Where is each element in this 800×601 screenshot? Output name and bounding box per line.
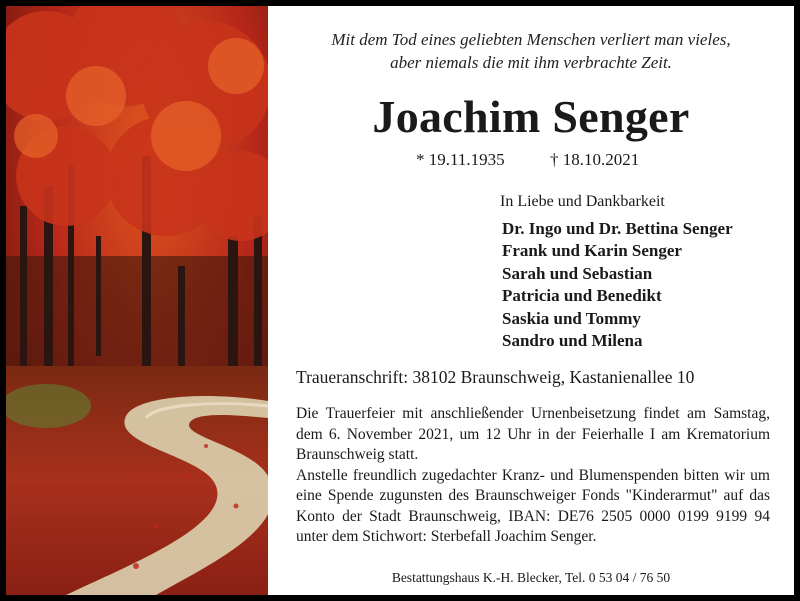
autumn-forest-path-image: [6, 6, 268, 595]
quote-line-1: Mit dem Tod eines geliebten Menschen verliert man vieles,: [331, 30, 731, 49]
notice-body: [296, 404, 770, 548]
death-date: † 18.10.2021: [550, 150, 640, 169]
donation-paragraph: Anstelle freundlich zugedachter Kranz- und Blumenspenden bitten wir um eine Spende zugunsten des Braunschweiger Fonds "Kinderarmut" auf das Konto der Stadt Braunschweig, IBAN: DE76 2505 0000 0199 9199 94 unter dem Stichwort: Sterbefall Joachim Senger.: [296, 466, 770, 545]
mourners-list: [502, 218, 733, 352]
deceased-name: Joachim Senger: [372, 91, 690, 142]
funeral-home-footer: Bestattungshaus K.-H. Blecker, Tel. 0 53 04 / 76 50: [391, 570, 671, 585]
notice-text-panel: [268, 6, 794, 595]
mourner-item: Frank und Karin Senger: [502, 241, 682, 261]
mourning-address: Traueranschrift: 38102 Braunschweig, Kastanienallee 10: [296, 367, 695, 387]
mourner-item: Patricia und Benedikt: [502, 286, 662, 306]
mourner-item: Saskia und Tommy: [502, 308, 641, 328]
mourning-intro: In Liebe und Dankbarkeit: [500, 193, 665, 210]
mourner-item: Dr. Ingo und Dr. Bettina Senger: [502, 219, 733, 238]
ceremony-paragraph: Die Trauerfeier mit anschließender Urnenbeisetzung findet am Samstag, dem 6. November 2021, um 12 Uhr in der Feierhalle I am Krematorium Braunschweig statt.: [296, 405, 770, 463]
mourner-item: Sandro und Milena: [502, 331, 643, 351]
memorial-quote: [268, 28, 794, 74]
quote-line-2: aber niemals die mit ihm verbrachte Zeit.: [390, 53, 672, 72]
birth-date: * 19.11.1935: [416, 150, 505, 169]
mourner-item: Sarah und Sebastian: [502, 263, 653, 283]
